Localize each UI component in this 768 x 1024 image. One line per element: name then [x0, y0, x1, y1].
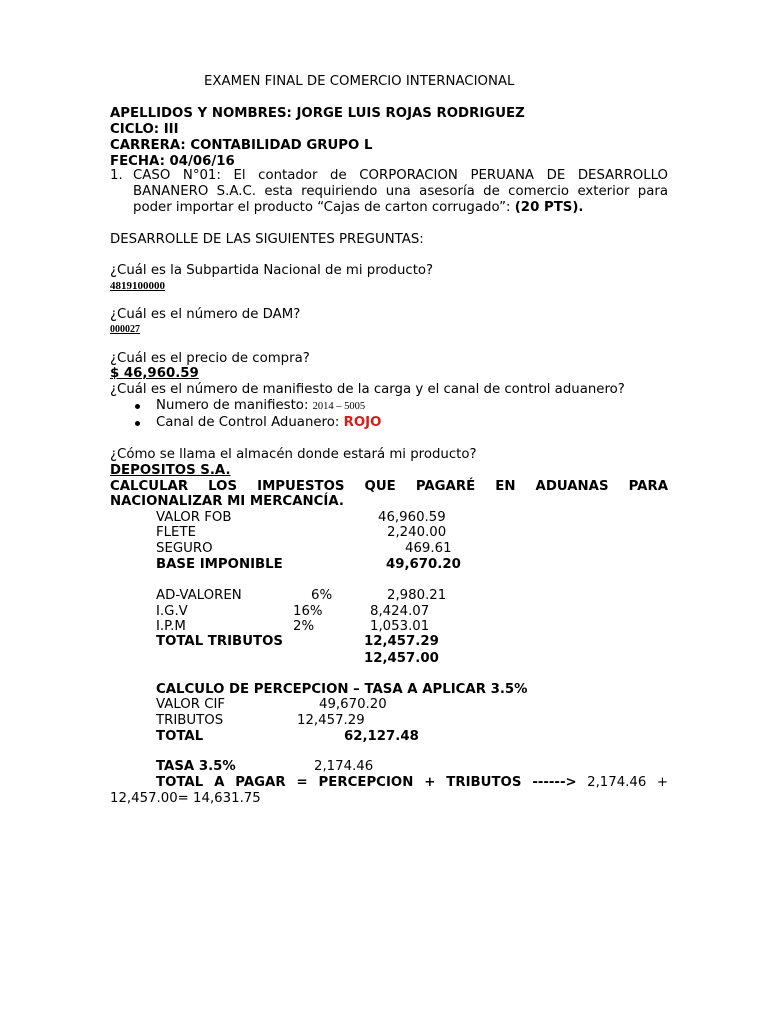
cycle: CICLO: III	[110, 122, 179, 137]
calc-heading-line-1: CALCULAR LOS IMPUESTOS QUE PAGARÉ EN ADUANAS PARA	[110, 479, 668, 494]
calc-heading-line-2: NACIONALIZAR MI MERCANCÍA.	[110, 494, 344, 509]
manifest-value: 2014 – 5005	[312, 401, 366, 412]
answer-3: $ 46,960.59	[110, 366, 199, 381]
answer-1: 4819100000	[110, 280, 165, 292]
ipm-label: I.P.M	[156, 619, 186, 634]
case-number: 1.	[110, 168, 123, 183]
manifest-label: Numero de manifiesto:	[156, 398, 313, 413]
tax-base-label: BASE IMPONIBLE	[156, 557, 283, 572]
ad-valorem-rate: 6%	[311, 588, 333, 603]
case-line-3	[133, 200, 583, 216]
final-total-line-1	[156, 775, 668, 791]
ipm-rate: 2%	[293, 619, 315, 634]
tax-base-value: 49,670.20	[386, 557, 461, 572]
manifest-item	[156, 398, 365, 415]
rate-label: TASA 3.5%	[156, 759, 236, 774]
insurance-value: 469.61	[405, 541, 452, 556]
final-total-line-2: 12,457.00= 14,631.75	[110, 791, 261, 806]
tributes-label: TRIBUTOS	[156, 713, 224, 728]
igv-label: I.G.V	[156, 604, 188, 619]
fob-value: 46,960.59	[378, 510, 446, 525]
igv-value: 8,424.07	[370, 604, 430, 619]
freight-value: 2,240.00	[387, 525, 447, 540]
final-total-part: 2,174.46 +	[576, 775, 668, 790]
case-line-2: BANANERO S.A.C. esta requiriendo una asesoría de comercio exterior para	[133, 184, 668, 199]
channel-label: Canal de Control Aduanero:	[156, 415, 344, 430]
career: CARRERA: CONTABILIDAD GRUPO L	[110, 138, 373, 153]
final-total-label: TOTAL A PAGAR = PERCEPCION + TRIBUTOS ------>	[156, 775, 577, 790]
answer-5: DEPOSITOS S.A.	[110, 463, 231, 478]
perception-total-label: TOTAL	[156, 729, 204, 744]
instructions: DESARROLLE DE LAS SIGUIENTES PREGUNTAS:	[110, 232, 424, 247]
rate-value: 2,174.46	[314, 759, 374, 774]
case-line-3-text: poder importar el producto “Cajas de carton corrugado”:	[133, 200, 515, 215]
channel-value: ROJO	[343, 415, 382, 430]
total-taxes-value: 12,457.29	[364, 634, 439, 649]
cif-label: VALOR CIF	[156, 697, 226, 712]
case-points: (20 PTS).	[514, 200, 584, 215]
ipm-value: 1,053.01	[370, 619, 430, 634]
question-5: ¿Cómo se llama el almacén donde estará mi producto?	[110, 447, 477, 462]
total-taxes-rounded: 12,457.00	[364, 651, 439, 666]
exam-date: FECHA: 04/06/16	[110, 154, 235, 169]
cif-value: 49,670.20	[319, 697, 387, 712]
question-3: ¿Cuál es el precio de compra?	[110, 351, 310, 366]
question-2: ¿Cuál es el número de DAM?	[110, 307, 301, 322]
channel-item	[156, 415, 381, 431]
ad-valorem-value: 2,980.21	[387, 588, 447, 603]
perception-heading: CALCULO DE PERCEPCION – TASA A APLICAR 3.5%	[156, 682, 528, 697]
case-line-1: CASO N°01: El contador de CORPORACION PERUANA DE DESARROLLO	[133, 168, 668, 183]
igv-rate: 16%	[293, 604, 323, 619]
total-taxes-label: TOTAL TRIBUTOS	[156, 634, 283, 649]
ad-valorem-label: AD-VALOREN	[156, 588, 242, 603]
fob-label: VALOR FOB	[156, 510, 232, 525]
tributes-value: 12,457.29	[297, 713, 365, 728]
answer-2: 000027	[110, 324, 140, 335]
freight-label: FLETE	[156, 525, 196, 540]
document-title: EXAMEN FINAL DE COMERCIO INTERNACIONAL	[204, 74, 515, 89]
bullet-icon	[135, 404, 140, 409]
question-4: ¿Cuál es el número de manifiesto de la carga y el canal de control aduanero?	[110, 382, 625, 397]
bullet-icon	[135, 421, 140, 426]
perception-total-value: 62,127.48	[344, 729, 419, 744]
question-1: ¿Cuál es la Subpartida Nacional de mi producto?	[110, 263, 434, 278]
insurance-label: SEGURO	[156, 541, 213, 556]
student-name: APELLIDOS Y NOMBRES: JORGE LUIS ROJAS RODRIGUEZ	[110, 106, 525, 121]
